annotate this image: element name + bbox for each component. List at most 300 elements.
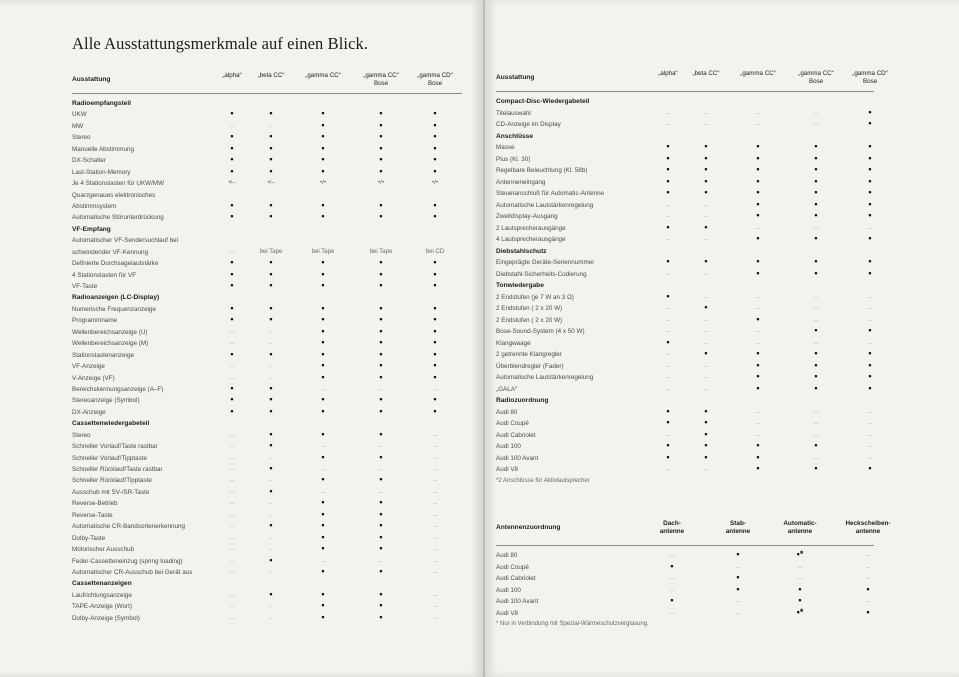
- cell-included-dot: •: [814, 267, 818, 278]
- column-header: „alpha“: [658, 70, 678, 77]
- cell-included-dot: •: [670, 595, 674, 605]
- cell-not-available-dash: –: [670, 552, 674, 559]
- cell-not-available-dash: –: [868, 420, 872, 427]
- table-row: [72, 544, 462, 555]
- cell-included-dot: •: [704, 405, 708, 416]
- cell-not-available-dash: –: [704, 339, 708, 347]
- cell-included-dot: •: [379, 520, 383, 531]
- cell-included-dot: •: [269, 485, 273, 496]
- cell-not-available-dash: –: [704, 270, 708, 278]
- cell-not-available-dash: –: [321, 443, 325, 451]
- cell-included-dot: •: [814, 440, 818, 450]
- cell-not-available-dash: –: [866, 552, 870, 559]
- cell-not-available-dash: –: [814, 408, 818, 416]
- cell-value: •/•: [320, 180, 326, 187]
- cell-included-dot: •: [666, 164, 670, 174]
- table-row: [72, 395, 462, 406]
- cell-not-available-dash: –: [666, 351, 670, 358]
- cell-value: bei Tape: [369, 248, 393, 255]
- cell-included-dot: •: [756, 198, 760, 209]
- cell-not-available-dash: –: [704, 385, 708, 393]
- row-label: Reverse-Taste: [72, 511, 113, 519]
- section-heading: [72, 418, 462, 429]
- cell-not-available-dash: –: [433, 557, 437, 565]
- cell-included-dot: •: [433, 131, 437, 142]
- row-label: 2 Lautsprecherausgänge: [496, 224, 566, 232]
- cell-included-dot: •: [868, 152, 872, 163]
- cell-included-dot: •: [666, 405, 670, 416]
- cell-included-dot: •: [868, 106, 872, 117]
- cell-included-dot: •: [814, 198, 818, 209]
- cell-included-dot: •: [814, 371, 818, 381]
- cell-included-dot: •: [666, 451, 670, 462]
- section-label: VF-Empfang: [72, 225, 111, 233]
- cell-included-dot: •: [379, 280, 383, 290]
- cell-not-available-dash: –: [798, 575, 802, 582]
- table-row: [496, 418, 874, 430]
- cell-not-available-dash: –: [230, 374, 234, 382]
- cell-included-dot: •: [814, 187, 818, 197]
- table-row: [72, 121, 462, 132]
- cell-included-dot: •: [321, 337, 325, 348]
- cell-included-dot: •: [704, 348, 708, 358]
- cell-included-dot: •: [379, 474, 383, 485]
- row-label: DX-Anzeige: [72, 408, 106, 416]
- row-label: 2 Endstufen (je 7 W an 3 Ω): [496, 293, 574, 301]
- cell-not-available-dash: –: [814, 293, 818, 301]
- cell-included-dot: •: [433, 257, 437, 268]
- cell-not-available-dash: –: [814, 431, 818, 439]
- row-label: Audi 80: [496, 408, 518, 416]
- cell-included-dot: •: [756, 152, 760, 163]
- row-label: Stationstastenanzeige: [72, 351, 134, 359]
- cell-included-dot: •: [321, 508, 325, 519]
- cell-not-available-dash: –: [756, 339, 760, 347]
- table-row: [496, 269, 874, 281]
- cell-included-dot: •: [433, 348, 437, 359]
- table-row: [496, 119, 874, 131]
- table-row: [496, 234, 874, 246]
- cell-included-dot: •: [321, 131, 325, 142]
- cell-included-dot: •: [230, 302, 234, 313]
- section-label: Diebstahlschutz: [496, 247, 547, 255]
- cell-not-available-dash: –: [230, 557, 234, 565]
- cell-included-dot: •: [230, 394, 234, 405]
- cell-not-available-dash: –: [230, 248, 234, 256]
- row-label: Automatischer CR-Ausschub bei Gerät aus: [72, 568, 193, 576]
- cell-included-dot: •: [756, 175, 760, 186]
- cell-included-dot: •: [756, 233, 760, 243]
- cell-included-dot: •: [321, 257, 325, 268]
- cell-included-dot: •: [230, 199, 234, 210]
- cell-included-dot: •: [433, 405, 437, 416]
- cell-included-dot: •: [269, 348, 273, 359]
- cell-included-dot: •: [321, 497, 325, 508]
- table-row: [72, 373, 462, 384]
- section-label: Cassettenwiedergabeteil: [72, 420, 150, 428]
- cell-included-dot: •: [868, 371, 872, 381]
- cell-included-dot: •: [379, 565, 383, 576]
- column-header: Dach- antenne: [659, 520, 685, 535]
- cell-included-dot: •: [379, 131, 383, 142]
- cell-not-available-dash: –: [666, 109, 670, 117]
- cell-included-dot: •: [433, 165, 437, 176]
- cell-included-dot: •: [379, 314, 383, 325]
- cell-included-dot: •: [704, 302, 708, 312]
- cell-not-available-dash: –: [704, 121, 708, 128]
- cell-not-available-dash: –: [666, 213, 670, 220]
- cell-not-available-dash: –: [756, 420, 760, 427]
- cell-included-dot: •: [433, 314, 437, 325]
- table-row: [72, 109, 462, 120]
- cell-included-dot: •: [321, 325, 325, 336]
- row-label: Überblendregler (Fader): [496, 362, 564, 370]
- row-label: Schneller Vorlauf/Tipptaste: [72, 454, 148, 462]
- row-label: Automatische Störunterdrückung: [72, 214, 164, 222]
- cell-not-available-dash: –: [230, 431, 234, 439]
- cell-included-dot: •: [321, 611, 325, 622]
- cell-not-available-dash: –: [866, 598, 870, 605]
- section-label: Cassettenanzeigen: [72, 580, 132, 588]
- cell-included-dot: •: [736, 549, 740, 559]
- row-label: Automatische CR-Bandsortenerkennung: [72, 523, 186, 531]
- table-row: [72, 270, 462, 281]
- cell-not-available-dash: –: [704, 466, 708, 473]
- cell-not-available-dash: –: [269, 477, 273, 485]
- cell-included-dot: •: [814, 359, 818, 370]
- cell-included-dot: •: [868, 325, 872, 335]
- cell-included-dot: •: [379, 348, 383, 359]
- table-row: [72, 304, 462, 315]
- row-label: Programmname: [72, 317, 118, 325]
- cell-included-dot: •: [814, 348, 818, 358]
- table-row: [72, 281, 462, 292]
- row-label: Definierte Durchsagelautstärke: [72, 260, 159, 268]
- cell-included-dot: •: [321, 371, 325, 382]
- section-label: Radioanzeigen (LC-Display): [72, 294, 160, 302]
- cell-not-available-dash: –: [433, 500, 437, 508]
- row-label: 4 Stationstasten für VF: [72, 271, 137, 279]
- cell-not-available-dash: –: [666, 328, 670, 335]
- cell-included-dot: •: [321, 405, 325, 416]
- row-label: Audi 100: [496, 586, 521, 594]
- cell-not-available-dash: –: [321, 385, 325, 393]
- cell-included-dot: •: [814, 175, 818, 186]
- cell-included-dot: •: [379, 600, 383, 611]
- row-label: Audi Coupé: [496, 563, 529, 571]
- cell-included-dot: •: [666, 440, 670, 450]
- table-row: [496, 608, 874, 620]
- cell-included-dot: •: [666, 417, 670, 427]
- column-header: „beta CC“: [257, 72, 285, 79]
- table-row: [72, 132, 462, 143]
- cell-not-available-dash: –: [868, 316, 872, 324]
- table-row: [496, 464, 874, 476]
- table-row: [72, 247, 462, 258]
- cell-included-dot: •: [379, 371, 383, 382]
- cell-included-dot: •: [269, 405, 273, 416]
- cell-included-dot: •: [866, 583, 870, 594]
- cell-included-dot: •: [814, 463, 818, 473]
- cell-not-available-dash: –: [433, 488, 437, 496]
- cell-included-dot: •: [704, 440, 708, 450]
- table-row: [72, 327, 462, 338]
- cell-included-dot: •: [321, 108, 325, 119]
- column-header: „alpha“: [222, 72, 242, 79]
- table-row: [496, 384, 874, 396]
- cell-not-available-dash: –: [814, 316, 818, 324]
- cell-included-dot: •: [756, 256, 760, 266]
- cell-included-dot: •: [868, 463, 872, 473]
- cell-included-dot: •: [269, 280, 273, 290]
- row-label: Laufrichtungsanzeige: [72, 591, 132, 599]
- row-label: Reverse-Betrieb: [72, 500, 118, 508]
- cell-included-dot: •: [269, 440, 273, 451]
- cell-not-available-dash: –: [866, 575, 870, 582]
- cell-value: •/–: [267, 180, 275, 187]
- row-label: 2 Endstufen ( 2 x 20 W): [496, 316, 563, 324]
- table-row: [72, 567, 462, 578]
- cell-not-available-dash: –: [269, 328, 273, 336]
- cell-included-dot: •: [321, 142, 325, 153]
- cell-not-available-dash: –: [666, 362, 670, 370]
- cell-included-dot: •: [704, 256, 708, 266]
- cell-included-dot: •: [868, 175, 872, 186]
- cell-value: bei CD: [425, 248, 445, 255]
- cell-included-dot: •: [433, 302, 437, 313]
- cell-included-dot: •: [321, 268, 325, 279]
- row-label: Manuelle Abstimmung: [72, 145, 134, 153]
- table-row: [496, 585, 874, 597]
- cell-included-dot: •: [230, 257, 234, 268]
- row-label: Audi Coupé: [496, 420, 529, 427]
- cell-not-available-dash: –: [756, 328, 760, 335]
- section-heading: [496, 395, 874, 407]
- cell-included-dot: •: [433, 119, 437, 130]
- row-label: Dolby-Anzeige (Symbol): [72, 614, 140, 622]
- table-row: [72, 464, 462, 475]
- table-row: [496, 142, 874, 154]
- cell-not-available-dash: –: [269, 568, 273, 576]
- cell-included-dot: •: [321, 520, 325, 531]
- cell-not-available-dash: –: [756, 224, 760, 232]
- cell-not-available-dash: –: [269, 454, 273, 462]
- cell-not-available-dash: –: [230, 534, 234, 542]
- features-table-right: [496, 70, 888, 487]
- cell-not-available-dash: –: [756, 121, 760, 128]
- table-row: [496, 165, 874, 177]
- cell-not-available-dash: –: [269, 546, 273, 554]
- row-label: TAPE-Anzeige (Wort): [72, 603, 132, 611]
- cell-included-dot: •: [814, 141, 818, 151]
- cell-included-dot: •: [269, 554, 273, 565]
- section-label: Tonwiedergabe: [496, 282, 544, 289]
- row-label: Titelauswahl: [496, 109, 531, 117]
- row-label: Schneller Rücklauf/Taste rastbar: [72, 466, 163, 473]
- column-header: „gamma CC“: [740, 70, 776, 77]
- section-heading: [72, 224, 462, 235]
- cell-included-dot: •: [269, 131, 273, 142]
- table-header-label: Ausstattung: [72, 76, 111, 83]
- cell-not-available-dash: –: [379, 557, 383, 565]
- column-header: „beta CC“: [692, 70, 720, 77]
- section-heading: [72, 98, 462, 109]
- cell-not-available-dash: –: [704, 213, 708, 220]
- section-heading: [72, 578, 462, 589]
- cell-included-dot: •: [868, 267, 872, 278]
- cell-not-available-dash: –: [666, 385, 670, 393]
- table-row: [72, 487, 462, 498]
- cell-included-dot: •: [230, 280, 234, 290]
- cell-included-dot: •: [379, 268, 383, 279]
- cell-not-available-dash: –: [433, 568, 437, 576]
- cell-included-dot: •: [756, 210, 760, 220]
- row-label: Abstimmsystem: [72, 202, 117, 210]
- cell-included-dot: •: [704, 221, 708, 232]
- cell-included-dot: •: [756, 382, 760, 393]
- row-label: Automatischer VF-Sendersuchlauf bei: [72, 237, 179, 245]
- cell-included-dot: •: [704, 187, 708, 197]
- table-row: [72, 384, 462, 395]
- cell-included-dot: •: [230, 142, 234, 153]
- cell-included-dot: •*: [796, 549, 804, 559]
- cell-included-dot: •: [666, 141, 670, 151]
- cell-included-dot: •: [704, 175, 708, 186]
- column-header: Stab- antenne: [725, 520, 751, 535]
- cell-included-dot: •: [269, 588, 273, 599]
- cell-included-dot: •: [321, 588, 325, 599]
- cell-included-dot: •: [379, 325, 383, 336]
- cell-included-dot: •: [321, 211, 325, 222]
- cell-included-dot: •: [814, 164, 818, 174]
- row-label: Zweitdisplay-Ausgang: [496, 213, 558, 220]
- cell-included-dot: •: [379, 543, 383, 554]
- row-label: Regelbare Beleuchtung (Kl. 58b): [496, 167, 588, 174]
- cell-included-dot: •: [379, 394, 383, 405]
- cell-not-available-dash: –: [814, 420, 818, 427]
- cell-value: •/–: [228, 180, 236, 187]
- cell-included-dot: •: [868, 210, 872, 220]
- row-label: Audi Cabriolet: [496, 575, 536, 582]
- cell-included-dot: •: [868, 198, 872, 209]
- table-row: [72, 258, 462, 269]
- cell-included-dot: •: [704, 164, 708, 174]
- cell-included-dot: •: [814, 256, 818, 266]
- row-label: Je 4 Stationstasten für UKW/MW: [72, 180, 165, 188]
- row-label: 2 getrennte Klangregler: [496, 351, 562, 358]
- cell-not-available-dash: –: [379, 385, 383, 393]
- cell-included-dot: •: [868, 382, 872, 393]
- cell-not-available-dash: –: [230, 523, 234, 531]
- table-header: [496, 520, 891, 546]
- antenna-table: [496, 520, 891, 631]
- row-label: V-Anzeige (VF): [72, 374, 115, 382]
- cell-included-dot: •: [379, 199, 383, 210]
- cell-not-available-dash: –: [433, 385, 437, 393]
- cell-not-available-dash: –: [269, 534, 273, 542]
- table-row: [72, 521, 462, 532]
- cell-included-dot: •: [433, 394, 437, 405]
- cell-included-dot: •: [269, 165, 273, 176]
- cell-included-dot: •: [379, 165, 383, 176]
- cell-included-dot: •: [433, 325, 437, 336]
- row-label: Masse: [496, 144, 515, 151]
- table-row: [496, 562, 874, 574]
- table-row: [72, 556, 462, 567]
- row-label: Klangwaage: [496, 339, 531, 347]
- cell-not-available-dash: –: [230, 340, 234, 348]
- table-row: [72, 235, 462, 246]
- cell-not-available-dash: –: [379, 443, 383, 451]
- cell-included-dot: •: [433, 199, 437, 210]
- cell-included-dot: •: [379, 154, 383, 165]
- cell-included-dot: •: [269, 428, 273, 439]
- cell-included-dot: •: [379, 531, 383, 542]
- right-page: [485, 0, 959, 677]
- cell-not-available-dash: –: [321, 557, 325, 565]
- cell-included-dot: •: [666, 152, 670, 163]
- cell-not-available-dash: –: [230, 363, 234, 371]
- row-label: UKW: [72, 111, 87, 119]
- cell-included-dot: •: [756, 267, 760, 278]
- row-label: * Nur in Verbindung mit Spezial-Wärmeschutzverglasung.: [496, 621, 649, 627]
- row-label: Ausschub mit SV-/SR-Taste: [72, 488, 150, 496]
- cell-included-dot: •: [269, 154, 273, 165]
- cell-not-available-dash: –: [269, 340, 273, 348]
- cell-included-dot: •: [433, 211, 437, 222]
- cell-not-available-dash: –: [868, 454, 872, 462]
- cell-included-dot: •: [269, 463, 273, 473]
- row-label: Audi Cabriolet: [496, 431, 536, 439]
- row-label: Stereoanzeige (Symbol): [72, 397, 140, 405]
- table-row: [72, 178, 462, 189]
- cell-not-available-dash: –: [814, 339, 818, 347]
- table-row: [496, 550, 874, 562]
- cell-included-dot: •: [704, 451, 708, 462]
- cell-not-available-dash: –: [666, 121, 670, 128]
- table-row: [72, 533, 462, 544]
- cell-not-available-dash: –: [814, 454, 818, 462]
- row-label: Schneller Vorlauf/Taste rastbar: [72, 443, 158, 451]
- cell-included-dot: •: [756, 313, 760, 324]
- row-label: Diebstahl-Sicherheits-Codierung: [496, 270, 587, 278]
- cell-included-dot: •: [666, 290, 670, 301]
- cell-value: •/•: [378, 180, 384, 187]
- table-header: [72, 72, 462, 94]
- table-row: [72, 441, 462, 452]
- cell-not-available-dash: –: [868, 443, 872, 450]
- cell-not-available-dash: –: [756, 109, 760, 117]
- table-row: [72, 144, 462, 155]
- cell-included-dot: •: [868, 359, 872, 370]
- row-label: Plus (Kl. 30): [496, 155, 531, 163]
- cell-included-dot: •: [756, 371, 760, 381]
- row-label: Motorischer Ausschub: [72, 546, 134, 554]
- column-header: Heckscheiben- antenne: [845, 520, 891, 535]
- row-label: *2 Anschlüsse für Aktivlautsprecher: [496, 477, 590, 484]
- cell-included-dot: •: [379, 497, 383, 508]
- footnote: [496, 476, 874, 488]
- row-label: Automatische Lautstärkenregelung: [496, 374, 594, 381]
- cell-included-dot: •: [321, 543, 325, 554]
- cell-not-available-dash: –: [230, 511, 234, 519]
- table-row: [496, 573, 874, 585]
- cell-included-dot: •: [230, 108, 234, 119]
- cell-included-dot: •: [814, 233, 818, 243]
- cell-included-dot: •: [868, 233, 872, 243]
- table-row: [72, 475, 462, 486]
- cell-included-dot: •: [379, 142, 383, 153]
